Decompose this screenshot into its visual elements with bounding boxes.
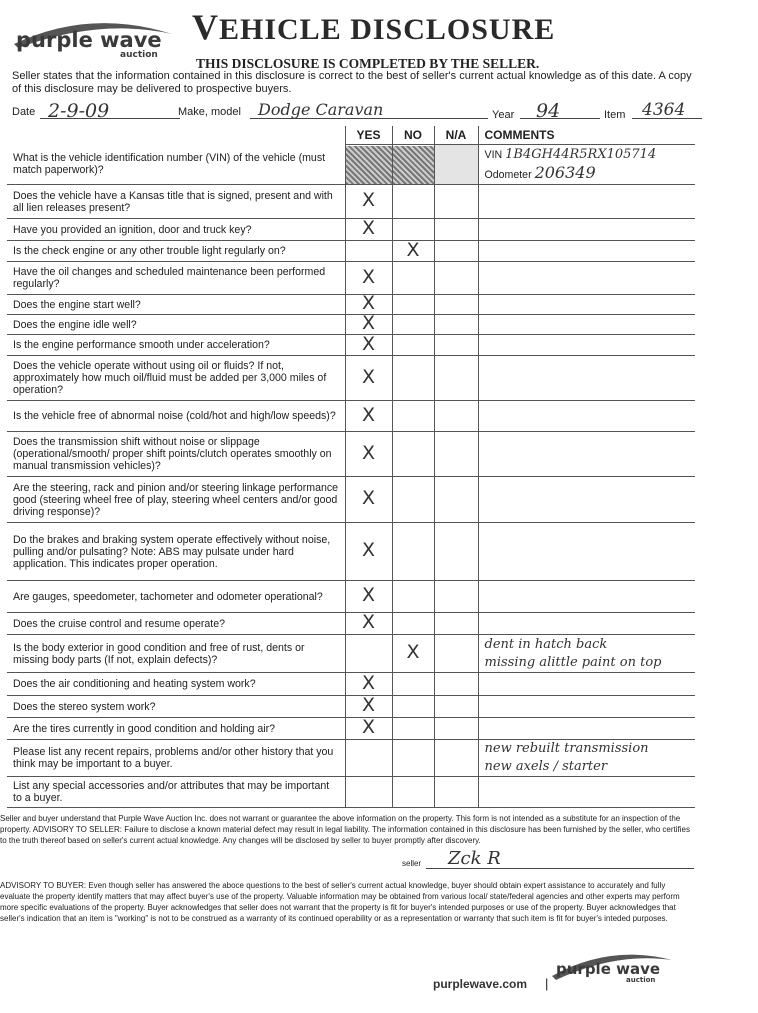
table-row (7, 740, 695, 777)
item-field[interactable] (632, 100, 702, 119)
item-label: Item (604, 109, 626, 121)
answer-no-cell[interactable] (392, 295, 434, 315)
answer-yes-cell[interactable] (345, 145, 392, 185)
seller-signature-block (402, 848, 694, 870)
comment-cell[interactable] (478, 219, 695, 241)
answer-na-cell[interactable] (434, 696, 478, 718)
vin-label: VIN (484, 148, 503, 161)
answer-no-cell[interactable] (392, 356, 434, 401)
comment-cell[interactable] (478, 777, 695, 808)
make-field[interactable] (250, 100, 488, 119)
answer-na-cell[interactable] (434, 315, 478, 335)
answer-yes-cell[interactable] (345, 401, 392, 432)
question-text: Are the steering, rack and pinion and/or steering linkage performance good (steering wheel free of play, steering wheel centers and/or good driving response)? (7, 477, 345, 523)
col-yes: YES (345, 126, 392, 145)
table-row (7, 262, 695, 295)
answer-na-cell[interactable] (434, 262, 478, 295)
comment-cell[interactable] (478, 401, 695, 432)
intro-text: Seller states that the information contained in this disclosure is correct to the best of seller's current actual knowledge as of this date. A copy of this disclosure may be delivered to prospective buyers. (12, 70, 692, 95)
answer-na-cell[interactable] (434, 241, 478, 262)
vin-redacted-box (346, 146, 392, 184)
answer-na-cell[interactable] (434, 777, 478, 808)
comment-cell[interactable] (478, 477, 695, 523)
make-label: Make, model (178, 106, 241, 118)
question-text: What is the vehicle identification number (VIN) of the vehicle (must match paperwork)? (7, 145, 345, 185)
comment-cell[interactable] (478, 718, 695, 740)
answer-na-cell[interactable] (434, 613, 478, 635)
year-value: 94 (536, 100, 561, 122)
col-comments: COMMENTS (478, 126, 695, 145)
date-value: 2-9-09 (48, 100, 110, 122)
question-text: Have you provided an ignition, door and truck key? (7, 219, 345, 241)
logo-sub-text: auction (120, 50, 158, 60)
table-body (7, 145, 695, 808)
check-mark: X (361, 671, 376, 694)
date-field[interactable] (40, 100, 180, 122)
question-text: Does the vehicle have a Kansas title that is signed, present and with all lien releases present? (7, 185, 345, 219)
table-row (7, 718, 695, 740)
answer-yes-cell[interactable] (345, 356, 392, 401)
comment-cell[interactable] (478, 356, 695, 401)
comment-cell[interactable] (478, 581, 695, 613)
answer-no-cell[interactable] (392, 635, 434, 673)
answer-na-cell[interactable] (434, 185, 478, 219)
vin-redacted-box (393, 146, 434, 184)
answer-no-cell[interactable] (392, 477, 434, 523)
year-field[interactable] (520, 100, 600, 122)
odometer-value: 206349 (534, 162, 596, 182)
answer-yes-cell[interactable] (345, 262, 392, 295)
answer-yes-cell[interactable] (345, 477, 392, 523)
question-text: Is the body exterior in good condition and free of rust, dents or missing body parts (If not, explain defects)? (7, 635, 345, 673)
answer-no-cell[interactable] (392, 777, 434, 808)
comment-cell[interactable] (478, 241, 695, 262)
comment-cell[interactable] (478, 295, 695, 315)
disclaimer-text: Seller and buyer understand that Purple Wave Auction Inc. does not warrant or guarantee the above information on the property. This form is not intended as a substitute for an inspection of the property. ADVISORY TO SELLER: Failure to disclose a known material defect may result in legal liability. The information contained in this disclosure has been furnished by the seller, who certifies to the truth thereof based on seller's current actual knowledge. Any changes will be disclosed by seller to buyer promptly after discovery. (0, 814, 690, 845)
answer-no-cell[interactable] (392, 673, 434, 696)
answer-no-cell[interactable] (392, 145, 434, 185)
table-row (7, 777, 695, 808)
handwritten-comment: dent in hatch back (484, 636, 608, 652)
question-text: Does the engine idle well? (7, 315, 345, 335)
answer-na-cell[interactable] (434, 401, 478, 432)
comment-cell[interactable] (478, 696, 695, 718)
col-na: N/A (434, 126, 478, 145)
question-text: Please list any recent repairs, problems and/or other history that you think may be important to a buyer. (7, 740, 345, 777)
answer-no-cell[interactable] (392, 613, 434, 635)
answer-yes-cell[interactable] (345, 696, 392, 718)
table-row (7, 432, 695, 477)
footer-logo-sub-text: auction (626, 976, 656, 984)
answer-no-cell[interactable] (392, 432, 434, 477)
answer-yes-cell[interactable] (345, 523, 392, 581)
check-mark: X (361, 365, 376, 388)
fields-row (12, 100, 702, 124)
comment-cell[interactable] (478, 185, 695, 219)
table-row (7, 523, 695, 581)
answer-no-cell[interactable] (392, 523, 434, 581)
page-title: VEHICLE DISCLOSURE (192, 7, 556, 47)
answer-yes-cell[interactable] (345, 185, 392, 219)
answer-na-cell[interactable] (434, 581, 478, 613)
answer-na-cell[interactable] (434, 145, 478, 185)
answer-na-cell[interactable] (434, 219, 478, 241)
logo-main-text: purple wave (16, 28, 162, 52)
vin-value: 1B4GH44R5RX105714 (505, 146, 657, 162)
answer-na-cell[interactable] (434, 718, 478, 740)
seller-label: seller (402, 859, 422, 868)
odometer-line (485, 164, 692, 184)
answer-no-cell[interactable] (392, 740, 434, 777)
answer-yes-cell[interactable] (345, 312, 392, 335)
answer-no-cell[interactable] (392, 219, 434, 241)
answer-no-cell[interactable] (392, 581, 434, 613)
table-row (7, 295, 695, 315)
check-mark: X (361, 716, 376, 738)
table-row (7, 241, 695, 262)
question-text: Does the air conditioning and heating system work? (7, 673, 345, 696)
answer-na-cell[interactable] (434, 635, 478, 673)
comment-cell[interactable] (478, 335, 695, 356)
answer-na-cell[interactable] (434, 523, 478, 581)
date-label: Date (12, 106, 36, 118)
comment-cell[interactable] (478, 315, 695, 335)
answer-no-cell[interactable] (392, 335, 434, 356)
question-text: Are gauges, speedometer, tachometer and odometer operational? (7, 581, 345, 613)
comment-cell[interactable] (478, 262, 695, 295)
question-text: Is the check engine or any other trouble light regularly on? (7, 241, 345, 262)
table-row (7, 315, 695, 335)
handwritten-comment: new rebuilt transmission (484, 741, 649, 756)
table-row (7, 613, 695, 635)
answer-yes-cell[interactable] (345, 673, 392, 696)
seller-signature: Zck R (448, 848, 501, 869)
answer-na-cell[interactable] (434, 740, 478, 777)
footer-logo-main-text: purple wave (556, 960, 661, 978)
seller-signature-field[interactable] (426, 848, 694, 869)
buyer-advisory-text: ADVISORY TO BUYER: Even though seller has answered the aboce questions to the best of seller's current actual knowledge, buyer should obtain expert assistance to accurately and fully evaluate the property identify matters that may affect buyer's use of the property. Valuable information may be obtained from various local/ state/federal agencies and other experts may perform more specific evaluations of the property. Buyer acknowledges that seller does not warrant that the property is fit for buyer's intended purposes or use of the property. Buyer acknowledges that seller's indication that an item is "working" is not to be construed as a warranty of its continued operability or as a representation or warranty that such item is fit for buyer's inteded purposes. (0, 881, 680, 923)
question-text: Does the vehicle operate without using oil or fluids? If not, approximately how much oil/fluid must be added per 3,000 miles of operation? (7, 356, 345, 401)
check-mark: X (361, 611, 376, 633)
table-row (7, 673, 695, 696)
comment-cell[interactable] (478, 740, 695, 777)
check-mark: X (361, 584, 376, 606)
answer-na-cell[interactable] (434, 356, 478, 401)
comment-cell[interactable] (478, 635, 695, 673)
question-text: Does the engine start well? (7, 295, 345, 315)
answer-no-cell[interactable] (392, 718, 434, 740)
answer-no-cell[interactable] (392, 238, 434, 262)
comment-cell[interactable] (478, 432, 695, 477)
table-header-row (7, 126, 695, 145)
question-text: Does the transmission shift without noise or slippage (operational/smooth/ proper shift points/clutch operates smoothly on manual transmission vehicles)? (7, 432, 345, 477)
answer-yes-cell[interactable] (345, 432, 392, 477)
table-row (7, 477, 695, 523)
make-value: Dodge Caravan (258, 100, 384, 119)
answer-na-cell[interactable] (434, 673, 478, 696)
comment-cell[interactable] (478, 673, 695, 696)
footer-logo (550, 948, 680, 992)
answer-yes-cell[interactable] (345, 241, 392, 262)
answer-yes-cell[interactable] (345, 581, 392, 613)
odometer-label: Odometer (484, 168, 532, 181)
handwritten-comment: new axels / starter (484, 759, 608, 774)
table-row (7, 635, 695, 673)
answer-yes-cell[interactable] (345, 635, 392, 673)
check-mark: X (361, 189, 376, 211)
question-text: Have the oil changes and scheduled maintenance been performed regularly? (7, 262, 345, 295)
comment-cell[interactable] (478, 613, 695, 635)
table-row (7, 185, 695, 219)
check-mark: X (361, 292, 376, 314)
answer-na-cell[interactable] (434, 295, 478, 315)
disclosure-table (7, 126, 695, 808)
answer-yes-cell[interactable] (345, 740, 392, 777)
table-row (7, 356, 695, 401)
check-mark: X (361, 487, 376, 509)
comment-cell[interactable] (478, 145, 695, 185)
question-text: Does the cruise control and resume operate? (7, 613, 345, 635)
answer-no-cell[interactable] (392, 262, 434, 295)
table-row (7, 401, 695, 432)
answer-no-cell[interactable] (392, 315, 434, 335)
check-mark: X (406, 641, 420, 663)
comment-cell[interactable] (478, 523, 695, 581)
answer-yes-cell[interactable] (345, 332, 392, 356)
check-mark: X (406, 238, 420, 261)
answer-no-cell[interactable] (392, 185, 434, 219)
page-subtitle: THIS DISCLOSURE IS COMPLETED BY THE SELLER. (196, 56, 540, 71)
check-mark: X (361, 312, 376, 334)
footer-website[interactable]: purplewave.com (433, 977, 528, 991)
check-mark: X (361, 332, 376, 355)
check-mark: X (361, 403, 376, 426)
handwritten-comment: missing alittle paint on top (484, 654, 662, 670)
table-row (7, 696, 695, 718)
check-mark: X (361, 217, 376, 239)
question-text: Are the tires currently in good condition and holding air? (7, 718, 345, 740)
year-label: Year (492, 109, 515, 121)
answer-yes-cell[interactable] (345, 718, 392, 740)
footer-separator: | (545, 976, 549, 991)
answer-no-cell[interactable] (392, 696, 434, 718)
question-text: Is the engine performance smooth under acceleration? (7, 335, 345, 356)
table-row (7, 335, 695, 356)
table-row (7, 145, 695, 185)
check-mark: X (361, 265, 376, 288)
question-text: Is the vehicle free of abnormal noise (cold/hot and high/low speeds)? (7, 401, 345, 432)
answer-na-cell[interactable] (434, 335, 478, 356)
answer-yes-cell[interactable] (345, 219, 392, 241)
col-no: NO (392, 126, 434, 145)
vin-line (485, 146, 692, 164)
answer-no-cell[interactable] (392, 401, 434, 432)
answer-yes-cell[interactable] (345, 613, 392, 635)
check-mark: X (361, 441, 376, 464)
table-row (7, 219, 695, 241)
question-text: List any special accessories and/or attributes that may be important to a buyer. (7, 777, 345, 808)
check-mark: X (361, 694, 376, 716)
item-value: 4364 (642, 100, 686, 120)
table-row (7, 581, 695, 613)
check-mark: X (361, 539, 376, 561)
answer-na-cell[interactable] (434, 477, 478, 523)
question-text: Do the brakes and braking system operate effectively without noise, pulling and/or pulsating? Note: ABS may pulsate under hard application. This indicates proper operation. (7, 523, 345, 581)
header-logo (10, 14, 180, 64)
question-text: Does the stereo system work? (7, 696, 345, 718)
answer-yes-cell[interactable] (345, 777, 392, 808)
answer-na-cell[interactable] (434, 432, 478, 477)
